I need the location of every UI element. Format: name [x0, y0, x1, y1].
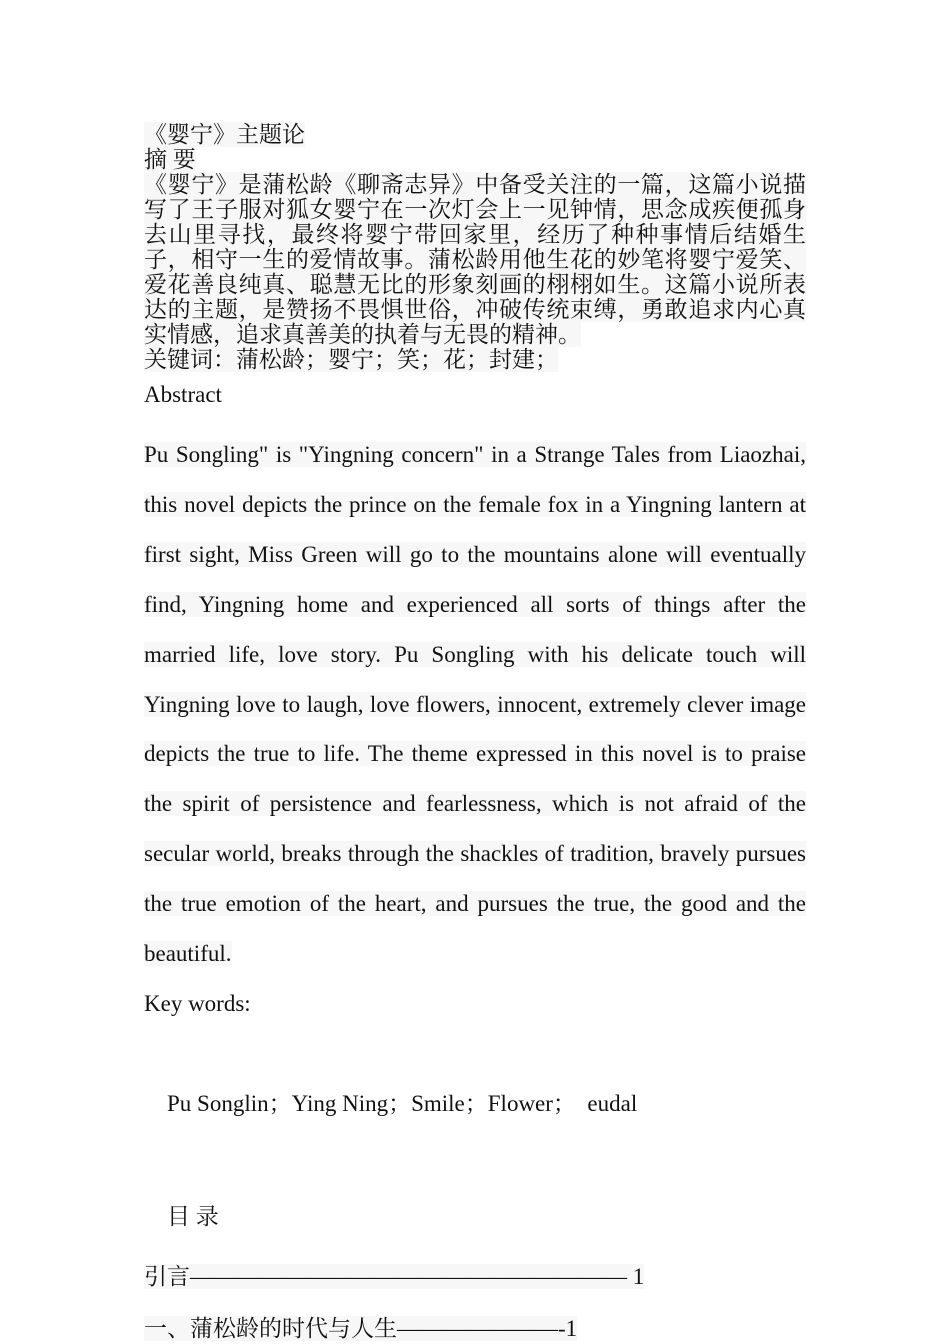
document-title-text: 《婴宁》主题论	[144, 122, 305, 147]
toc-item-label: 一、蒲松龄的时代与人生———————-1	[144, 1315, 578, 1341]
abstract-cn-body-text: 《婴宁》是蒲松龄《聊斋志异》中备受关注的一篇，这篇小说描写了王子服对狐女婴宁在一次灯会上一见钟情，思念成疾便孤身去山里寻找，最终将婴宁带回家里，经历了种种事情后结婚生子，相守一生的爱情故事。蒲松龄用他生花的妙笔将婴宁爱笑、爱花善良纯真、聪慧无比的形象刻画的栩栩如生。这篇小说所表达的主题，是赞扬不畏惧世俗，冲破传统束缚，勇敢追求内心真实情感，追求真善美的执着与无畏的精神。	[144, 172, 806, 347]
keywords-en-heading-text: Key words:	[144, 990, 251, 1016]
keywords-en	[144, 1029, 806, 1179]
keywords-en-heading	[144, 979, 806, 1029]
abstract-cn-heading-text: 摘 要	[144, 147, 196, 172]
keywords-cn	[144, 347, 806, 372]
abstract-cn-body	[144, 172, 806, 347]
keywords-en-text: Pu Songlin；Ying Ning；Smile；Flower； eudal	[167, 1090, 638, 1116]
document-page	[144, 122, 806, 1342]
keywords-cn-text: 关键词：蒲松龄；婴宁；笑；花；封建；	[144, 347, 558, 372]
abstract-en-body-text: Pu Songling" is "Yingning concern" in a Strange Tales from Liaozhai, this novel depicts the prince on the female fox in a Yingning lantern at first sight, Miss Green will go to the mountains alone will eventually find, Yingning home and experienced all sorts of things after the married life, love story. Pu Songling with his delicate touch will Yingning love to laugh, love flowers, innocent, extremely clever image depicts the true to life. The theme expressed in this novel is to praise the spirit of persistence and fearlessness, which is not afraid of the secular world, breaks through the shackles of tradition, bravely pursues the true emotion of the heart, and pursues the true, the good and the beautiful.	[144, 442, 806, 967]
abstract-en-heading-text: Abstract	[144, 382, 222, 407]
abstract-en-heading	[144, 382, 806, 408]
toc-heading-text: 目 录	[167, 1203, 219, 1229]
toc-heading	[144, 1179, 806, 1254]
toc-item-intro[interactable]	[144, 1264, 806, 1290]
document-title	[144, 122, 806, 147]
toc-item-label: 引言——————————————————— 1	[144, 1263, 645, 1289]
abstract-cn-heading	[144, 147, 806, 172]
toc-item-chapter-1[interactable]	[144, 1316, 806, 1342]
abstract-en-body	[144, 430, 806, 979]
